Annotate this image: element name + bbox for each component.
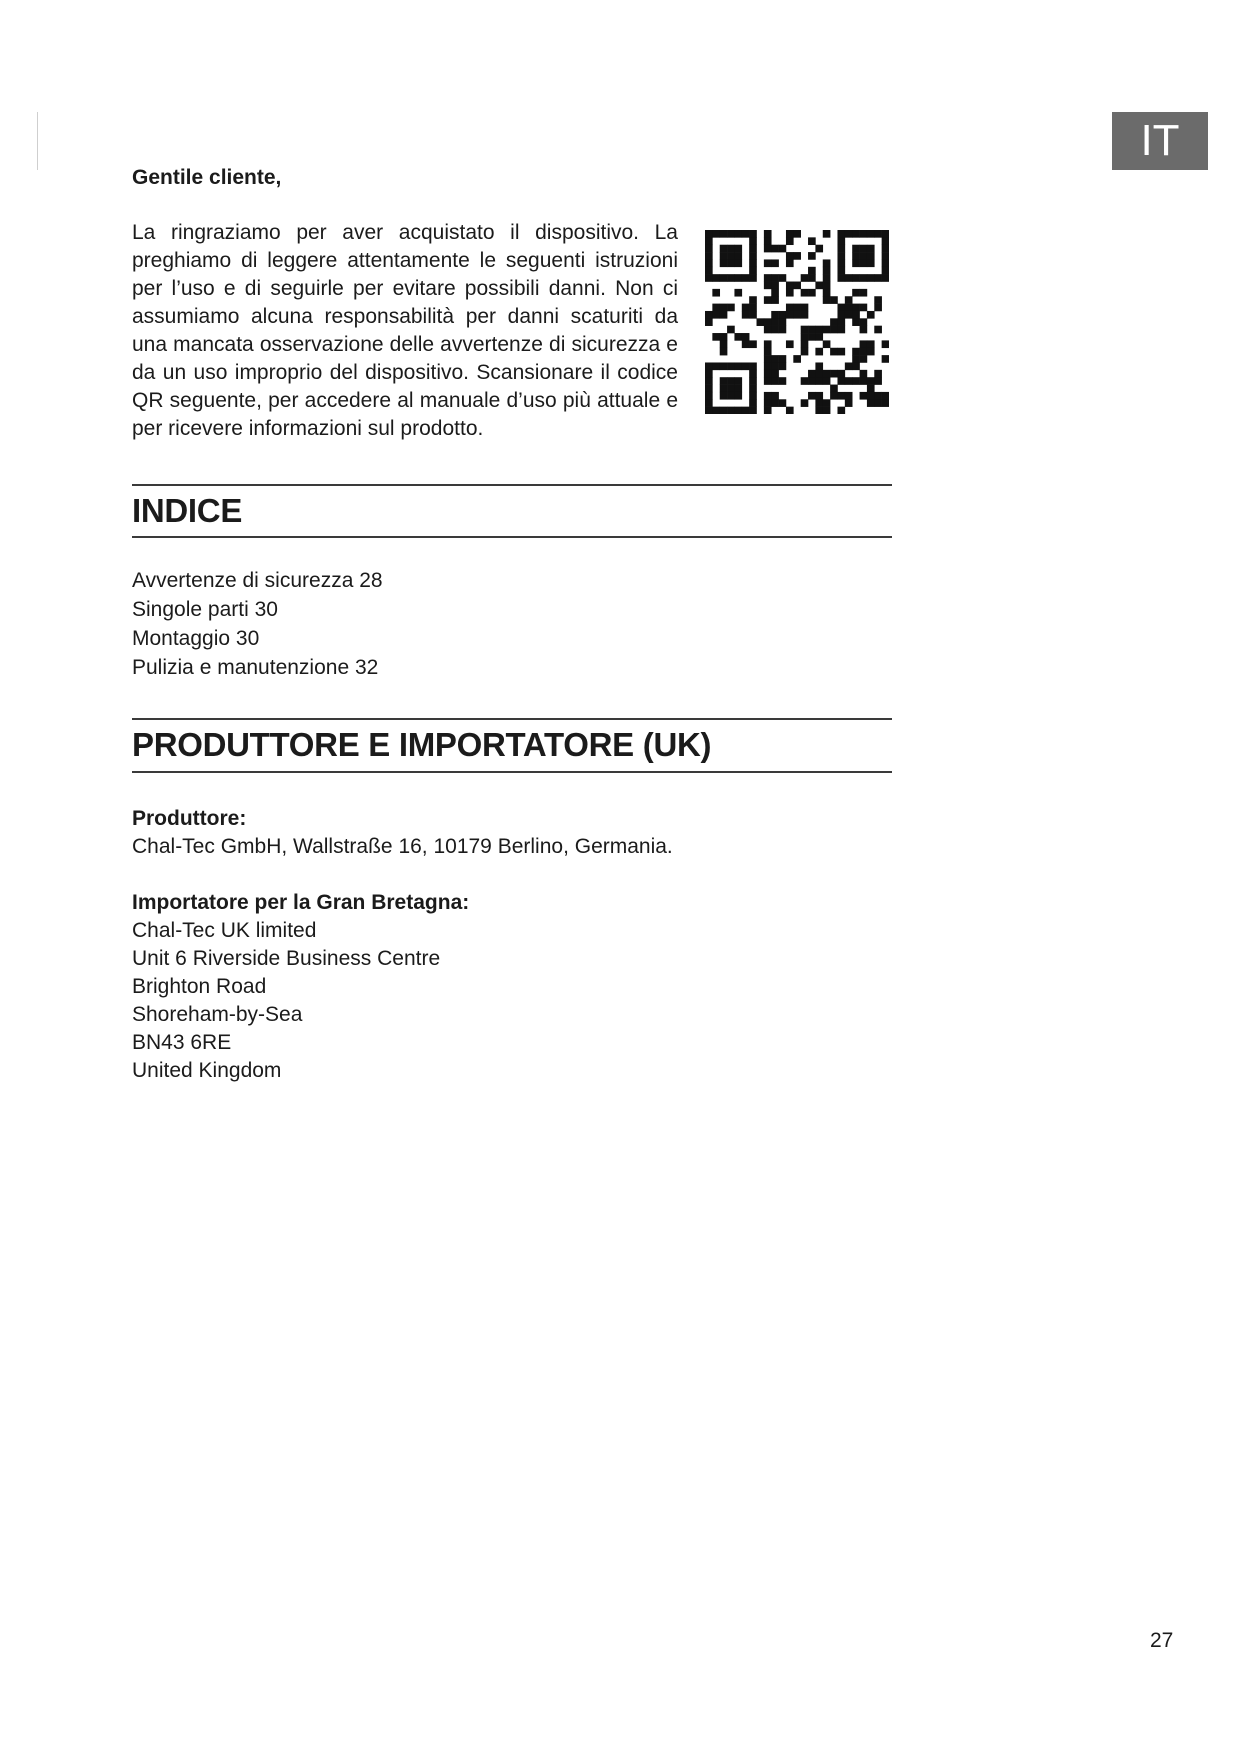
index-title: INDICE <box>132 492 243 529</box>
index-item[interactable]: Avvertenze di sicurezza 28 <box>132 569 383 592</box>
importer-line: Brighton Road <box>132 975 267 998</box>
index-rule-bottom <box>132 536 892 538</box>
index-item[interactable]: Singole parti 30 <box>132 598 278 621</box>
manufacturer-rule-bottom <box>132 771 892 773</box>
manufacturer-block <box>132 805 673 861</box>
importer-label: Importatore per la Gran Bretagna: <box>132 891 470 914</box>
manufacturer-section-title: PRODUTTORE E IMPORTATORE (UK) <box>132 726 712 763</box>
index-item[interactable]: Pulizia e manutenzione 32 <box>132 656 379 679</box>
index-rule-top <box>132 484 892 486</box>
importer-line: United Kingdom <box>132 1059 282 1082</box>
importer-line: Unit 6 Riverside Business Centre <box>132 947 441 970</box>
importer-line: BN43 6RE <box>132 1031 232 1054</box>
index-item[interactable]: Montaggio 30 <box>132 627 260 650</box>
manufacturer-address: Chal-Tec GmbH, Wallstraße 16, 10179 Berlino, Germania. <box>132 835 673 858</box>
importer-line: Shoreham-by-Sea <box>132 1003 303 1026</box>
margin-line <box>37 112 38 170</box>
intro-paragraph: La ringraziamo per aver acquistato il dispositivo. La preghiamo di leggere attentamente le seguenti istruzioni per l’uso e di seguirle per evitare possibili danni. Non ci assumiamo alcuna responsabilità per danni scaturiti da una mancata osservazione delle avvertenze di sicurezza e da un uso improprio del dispositivo. Scansionare il codice QR seguente, per accedere al manuale d’uso più attuale e per ricevere informazioni sul prodotto. <box>132 221 678 440</box>
page-number: 27 <box>1150 1629 1174 1652</box>
language-tab: IT <box>1112 112 1208 170</box>
qr-code-icon[interactable] <box>705 230 889 414</box>
manufacturer-rule-top <box>132 718 892 720</box>
importer-line: Chal-Tec UK limited <box>132 919 317 942</box>
greeting: Gentile cliente, <box>132 166 282 189</box>
manufacturer-label: Produttore: <box>132 807 247 830</box>
importer-block <box>132 889 469 1085</box>
index-list <box>132 566 383 682</box>
